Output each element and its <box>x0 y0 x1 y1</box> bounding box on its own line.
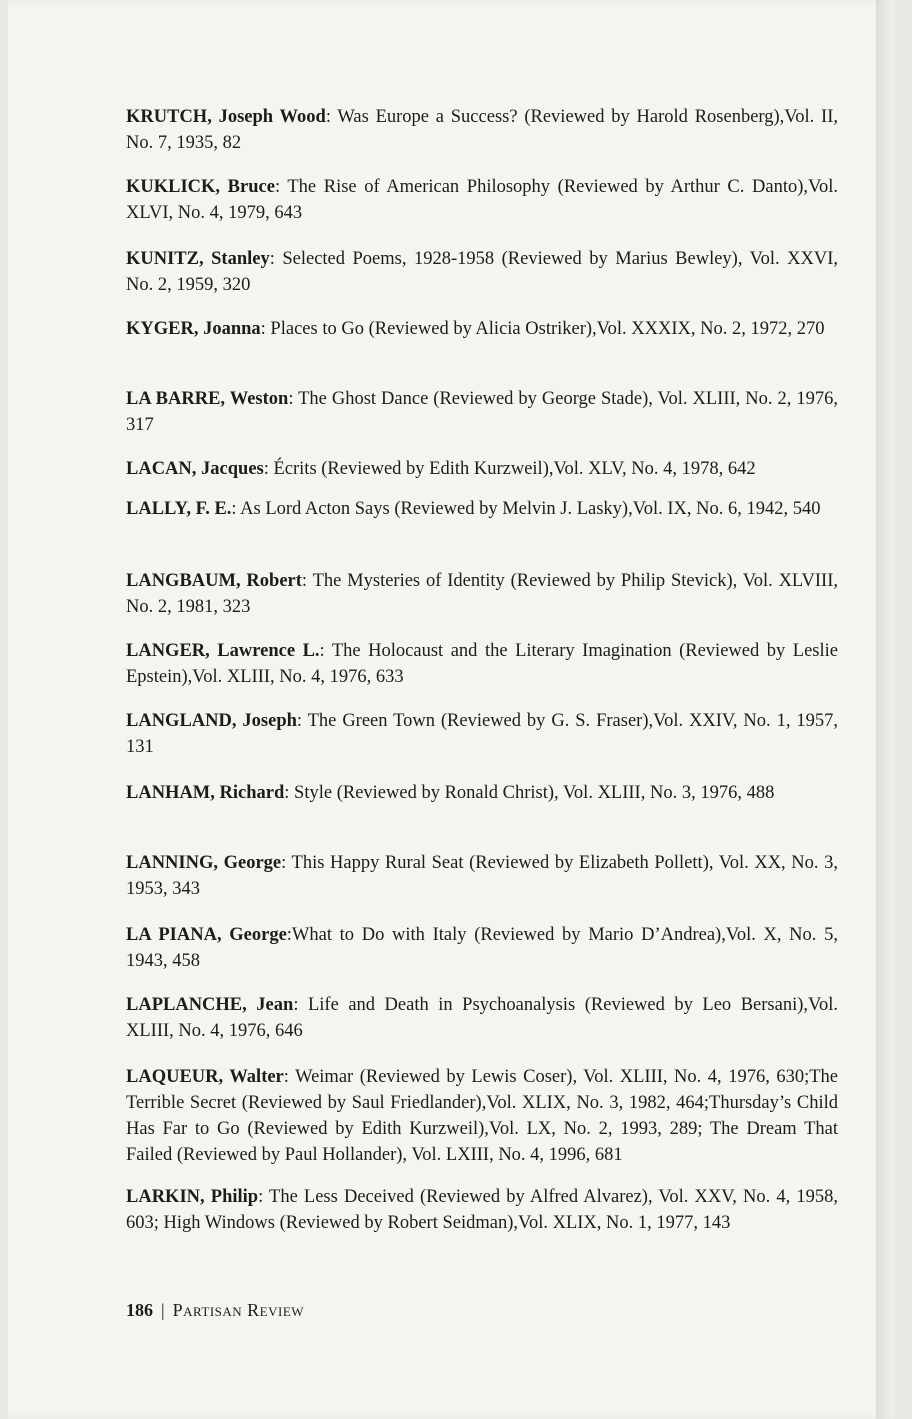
entry-text: : The Less Deceived (Reviewed by Alfred Alvarez), Vol. XXV, No. 4, 1958, 603; High Windows (Reviewed by Robert Seidman),Vol. XLIX, No. 1, 1977, 143 <box>126 1187 838 1233</box>
entry-name: LA PIANA, George <box>126 925 287 945</box>
page <box>8 0 894 1419</box>
entry-name: LA BARRE, Weston <box>126 389 289 409</box>
entry-name: LACAN, Jacques <box>126 459 264 479</box>
entry-name: LARKIN, Philip <box>126 1187 259 1207</box>
entry-text: : Life and Death in Psychoanalysis (Reviewed by Leo Bersani),Vol. XLIII, No. 4, 1976, 646 <box>126 995 838 1041</box>
entry-text: : The Holocaust and the Literary Imagination (Reviewed by Leslie Epstein),Vol. XLIII, No. 4, 1976, 633 <box>126 641 838 687</box>
index-entry <box>126 104 838 156</box>
entry-text: : This Happy Rural Seat (Reviewed by Elizabeth Pollett), Vol. XX, No. 3, 1953, 343 <box>126 853 838 899</box>
entry-text: : The Rise of American Philosophy (Reviewed by Arthur C. Danto),Vol. XLVI, No. 4, 1979, 643 <box>126 177 838 223</box>
entry-name: KUKLICK, Bruce <box>126 177 275 197</box>
entry-text: : The Ghost Dance (Reviewed by George Stade), Vol. XLIII, No. 2, 1976, 317 <box>126 389 838 435</box>
entry-name: LAPLANCHE, Jean <box>126 995 294 1015</box>
index-entry <box>126 992 838 1044</box>
entry-text: : Weimar (Reviewed by Lewis Coser), Vol. XLIII, No. 4, 1976, 630;The Terrible Secret (Reviewed by Saul Friedlander),Vol. XLIX, No. 3, 1982, 464;Thursday’s Child Has Far to Go (Reviewed by Edith Kurzweil),Vol. LX, No. 2, 1993, 289; The Dream That Failed (Reviewed by Paul Hollander), Vol. LXIII, No. 4, 1996, 681 <box>126 1067 838 1165</box>
page-footer <box>126 1300 304 1321</box>
index-entry <box>126 246 838 298</box>
entry-text: : Places to Go (Reviewed by Alicia Ostriker),Vol. XXXIX, No. 2, 1972, 270 <box>260 319 825 339</box>
index-entry <box>126 316 838 342</box>
entry-name: LALLY, F. E. <box>126 499 232 519</box>
entry-text: : Style (Reviewed by Ronald Christ), Vol. XLIII, No. 3, 1976, 488 <box>284 783 775 803</box>
index-entry <box>126 496 838 522</box>
entry-name: LANGLAND, Joseph <box>126 711 297 731</box>
entry-name: KRUTCH, Joseph Wood <box>126 107 326 127</box>
entry-text: : Écrits (Reviewed by Edith Kurzweil),Vol. XLV, No. 4, 1978, 642 <box>263 459 756 479</box>
index-entry <box>126 1184 838 1236</box>
page-edge-shadow <box>876 0 894 1419</box>
entry-text: : As Lord Acton Says (Reviewed by Melvin J. Lasky),Vol. IX, No. 6, 1942, 540 <box>231 499 821 519</box>
entry-text: : Selected Poems, 1928-1958 (Reviewed by Marius Bewley), Vol. XXVI, No. 2, 1959, 320 <box>126 249 838 295</box>
page-number: 186 <box>126 1300 153 1320</box>
entry-name: KYGER, Joanna <box>126 319 261 339</box>
entry-name: LANNING, George <box>126 853 282 873</box>
journal-title: Partisan Review <box>172 1300 305 1320</box>
entry-name: LANHAM, Richard <box>126 783 285 803</box>
index-entry <box>126 1064 838 1168</box>
index-entry <box>126 638 838 690</box>
entry-name: KUNITZ, Stanley <box>126 249 270 269</box>
index-entry <box>126 386 838 438</box>
entry-name: LANGBAUM, Robert <box>126 571 302 591</box>
index-entry <box>126 456 838 482</box>
index-entry <box>126 708 838 760</box>
index-entry <box>126 922 838 974</box>
index-entry <box>126 780 838 806</box>
entry-text: : The Green Town (Reviewed by G. S. Fraser),Vol. XXIV, No. 1, 1957, 131 <box>126 711 838 757</box>
entry-name: LANGER, Lawrence L. <box>126 641 320 661</box>
footer-separator: | <box>161 1300 165 1320</box>
entry-text: : Was Europe a Success? (Reviewed by Harold Rosenberg),Vol. II, No. 7, 1935, 82 <box>126 107 838 153</box>
entry-text: :What to Do with Italy (Reviewed by Mario D’Andrea),Vol. X, No. 5, 1943, 458 <box>126 925 838 971</box>
entry-text: : The Mysteries of Identity (Reviewed by Philip Stevick), Vol. XLVIII, No. 2, 1981, 323 <box>126 571 839 617</box>
entry-name: LAQUEUR, Walter <box>126 1067 284 1087</box>
index-entry <box>126 850 838 902</box>
index-entry <box>126 568 838 620</box>
index-entry <box>126 174 838 226</box>
